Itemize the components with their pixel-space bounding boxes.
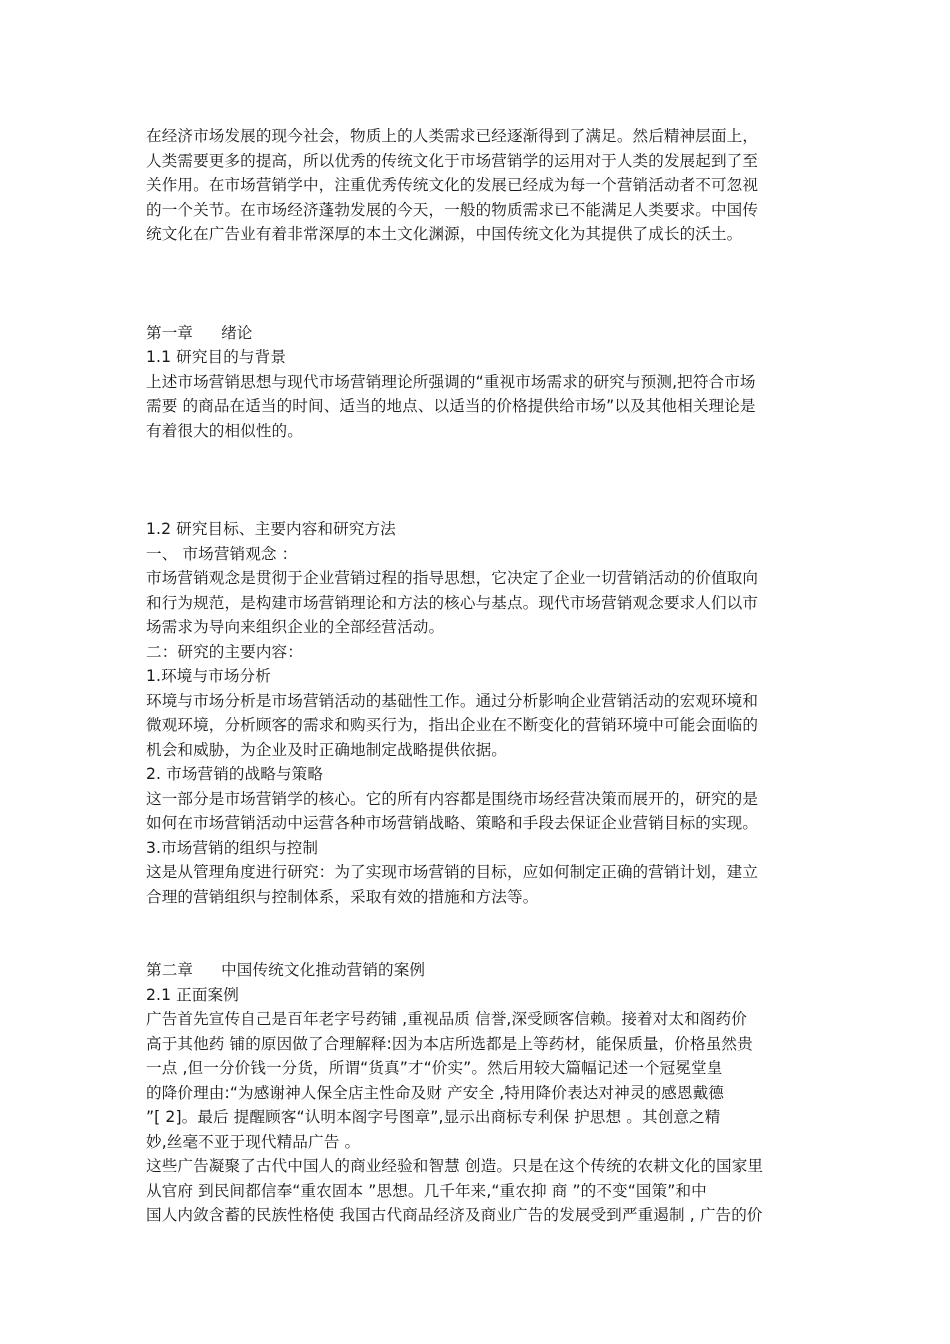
paragraph-line: 机会和威胁，为企业及时正确地制定战略提供依据。 (146, 740, 507, 759)
item-2-heading: 2. 市场营销的战略与策略 (146, 765, 324, 783)
paragraph-line: 合理的营销组织与控制体系，采取有效的措施和方法等。 (146, 887, 539, 906)
intro-line: 在经济市场发展的现今社会，物质上的人类需求已经逐渐得到了满足。然后精神层面上， (146, 127, 759, 145)
paragraph-line: 广告首先宣传自己是百年老字号药铺 ,重视品质 信誉,深受顾客信赖。接着对太和阁药价 (146, 1010, 747, 1028)
section-1-2-heading: 1.2 研究目标、主要内容和研究方法 (146, 520, 396, 538)
intro-line: 的一个关节。在市场经济蓬勃发展的今天，一般的物质需求已不能满足人类要求。中国传 (146, 200, 759, 219)
paragraph-line: 环境与市场分析是市场营销活动的基础性工作。通过分析影响企业营销活动的宏观环境和 (146, 691, 759, 710)
chapter-1-number: 第一章 (146, 323, 194, 342)
paragraph-line: 这是从管理角度进行研究：为了实现市场营销的目标，应如何制定正确的营销计划，建立 (146, 863, 759, 881)
intro-line: 统文化在广告业有着非常深厚的本土文化渊源，中国传统文化为其提供了成长的沃土。 (146, 225, 743, 243)
subsection-1-paragraph (146, 566, 812, 640)
paragraph-line: 有着很大的相似性的。 (146, 421, 303, 440)
paragraph-line: 需要 的商品在适当的时间、适当的地点、以适当的价格提供给市场”以及其他相关理论是 (146, 397, 756, 415)
item-3-heading: 3.市场营销的组织与控制 (146, 838, 319, 857)
item-2-paragraph (146, 787, 812, 836)
chapter-2-number: 第二章 (146, 961, 194, 979)
paragraph-line: 国人内敛含蓄的民族性格使 我国古代商品经济及商业广告的发展受到严重遏制 , 广告的价 (146, 1206, 763, 1224)
subsection-1-heading: 一、 市场营销观念 ： (146, 544, 298, 563)
spacer (146, 443, 812, 517)
intro-paragraph (146, 124, 812, 247)
chapter-1-heading (146, 321, 812, 346)
paragraph-line: 如何在市场营销活动中运营各种市场营销战略、策略和手段去保证企业营销目标的实现。 (146, 814, 759, 832)
section-1-1-heading: 1.1 研究目的与背景 (146, 348, 287, 366)
paragraph-line: 场需求为导向来组织企业的全部经营活动。 (146, 618, 445, 636)
chapter-2-title: 中国传统文化推动营销的案例 (221, 961, 426, 979)
paragraph-line: 这些广告凝聚了古代中国人的商业经验和智慧 创造。只是在这个传统的农耕文化的国家里 (146, 1157, 764, 1175)
intro-line: 人类需要更多的提高，所以优秀的传统文化于市场营销学的运用对于人类的发展起到了至 (146, 151, 759, 170)
paragraph-line: 妙,丝毫不亚于现代精品广告 。 (146, 1132, 361, 1151)
item-3-paragraph (146, 860, 812, 909)
paragraph-line: 这一部分是市场营销学的核心。它的所有内容都是围绕市场经营决策而展开的，研究的是 (146, 789, 759, 808)
chapter-2-heading (146, 958, 812, 983)
paragraph-line: 上述市场营销思想与现代市场营销理论所强调的“重视市场需求的研究与预测,把符合市场 (146, 372, 756, 391)
section-1-1-paragraph (146, 370, 812, 444)
paragraph-line: 的降价理由:“为感谢神人保全店主性命及财 产安全 ,特用降价表达对神灵的感恩戴德 (146, 1083, 724, 1102)
section-2-1-paragraph-2 (146, 1154, 812, 1228)
section-2-1-heading: 2.1 正面案例 (146, 985, 239, 1004)
spacer (146, 247, 812, 321)
paragraph-line: ”[ 2]。最后 提醒顾客“认明本阁字号图章”,显示出商标专利保 护思想 。其创意之精 (146, 1108, 721, 1126)
paragraph-line: 高于其他药 铺的原因做了合理解释:因为本店所选都是上等药材，能保质量，价格虽然贵 (146, 1034, 753, 1053)
paragraph-line: 一点 ,但一分价钱一分货，所谓“货真”才“价实”。然后用较大篇幅记述一个冠冕堂皇 (146, 1059, 723, 1077)
spacer (146, 909, 812, 958)
paragraph-line: 和行为规范，是构建市场营销理论和方法的核心与基点。现代市场营销观念要求人们以市 (146, 593, 759, 612)
paragraph-line: 市场营销观念是贯彻于企业营销过程的指导思想，它决定了企业一切营销活动的价值取向 (146, 569, 759, 587)
document-page (146, 124, 812, 1228)
section-2-1-paragraph-1 (146, 1007, 812, 1154)
chapter-1-title: 绪论 (221, 323, 253, 342)
subsection-2-heading: 二：研究的主要内容： (146, 642, 303, 661)
paragraph-line: 从官府 到民间都信奉“重农固本 ”思想。几千年来,“重农抑 商 ”的不变“国策”和中 (146, 1181, 707, 1200)
paragraph-line: 微观环境，分析顾客的需求和购买行为，指出企业在不断变化的营销环境中可能会面临的 (146, 716, 759, 734)
item-1-paragraph (146, 689, 812, 763)
intro-line: 关作用。在市场营销学中，注重优秀传统文化的发展已经成为每一个营销活动者不可忽视 (146, 176, 759, 194)
item-1-heading: 1.环境与市场分析 (146, 667, 271, 685)
